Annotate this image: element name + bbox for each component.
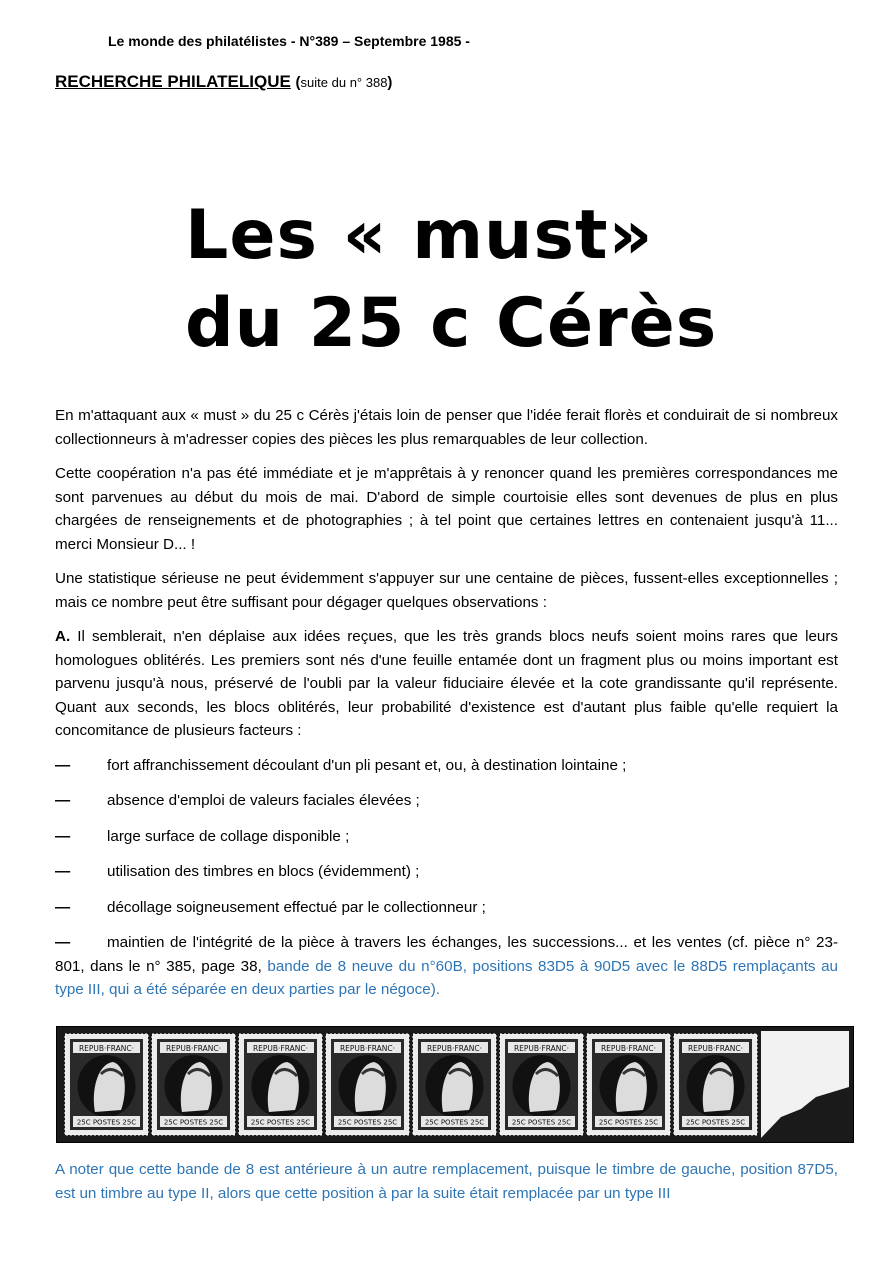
title-line-1: Les « must» xyxy=(185,196,654,275)
list-item-text: large surface de collage disponible ; xyxy=(107,827,350,845)
stamp xyxy=(326,1034,409,1135)
list-item-last xyxy=(55,931,838,1002)
blue-reference-text: bande de 8 neuve du n°60B, positions 83D5 à 90D5 avec le 88D5 remplaçants au type III, qui a été séparée en deux parties par le négoce). xyxy=(55,957,838,998)
paragraph: En m'attaquant aux « must » du 25 c Cérès j'étais loin de penser que l'idée ferait florès et conduirait de si nombreux collectionneurs à m'adresser copies des pièces les plus remarquables de leur collection. xyxy=(55,407,838,448)
stamp-bottom-label: 25C POSTES 25C xyxy=(511,1118,572,1127)
point-a-text: Il semblerait, n'en déplaise aux idées reçues, que les très grands blocs neufs soient moins rares que leurs homologues oblitérés. Les premiers sont nés d'une feuille entamée dont un fragment plus ou moins important est parvenu jusqu'à nous, préservé de l'oubli par la valeur fiduciaire élevée et la cote grandissante qu'il représente. Quant aux seconds, les blocs oblitérés, leur probabilité d'existence est d'autant plus faible qu'elle requiert la concomitance de plusieurs facteurs : xyxy=(55,628,838,739)
stamp-top-label: REPUB·FRANC· xyxy=(513,1044,570,1053)
stamp xyxy=(152,1034,235,1135)
stamp-bottom-label: 25C POSTES 25C xyxy=(598,1118,659,1127)
stamp xyxy=(413,1034,496,1135)
point-a xyxy=(55,625,838,743)
stamp-top-label: REPUB·FRANC· xyxy=(78,1044,135,1053)
stamp-bottom-label: 25C POSTES 25C xyxy=(250,1118,311,1127)
dash-mark: — xyxy=(55,934,71,951)
paragraph: Cette coopération n'a pas été immédiate et je m'apprêtais à y renoncer quand les premières correspondances me sont parvenues au début du mois de mai. D'abord de simple courtoisie elles sont devenues de plus en plus chargées de renseignements et de photographies ; à tel point que certaines lettres en contenaient jusqu'à 11... merci Monsieur D... ! xyxy=(55,465,838,553)
title-line-2: du 25 c Cérès xyxy=(185,284,718,363)
list-item-text: fort affranchissement découlant d'un pli pesant et, ou, à destination lointaine ; xyxy=(107,756,627,774)
rubric-subtitle: suite du n° 388 xyxy=(300,75,388,90)
article-body xyxy=(55,404,838,1002)
stamp-top-label: REPUB·FRANC· xyxy=(687,1044,744,1053)
stamp-top-label: REPUB·FRANC· xyxy=(339,1044,396,1053)
stamp-bottom-label: 25C POSTES 25C xyxy=(424,1118,485,1127)
stamp xyxy=(65,1034,148,1135)
dash-mark: — xyxy=(55,756,71,774)
stamp xyxy=(239,1034,322,1135)
list-item-text: absence d'emploi de valeurs faciales élevées ; xyxy=(107,792,420,809)
stamp-bottom-label: 25C POSTES 25C xyxy=(337,1118,398,1127)
running-head: Le monde des philatélistes - N°389 – Septembre 1985 - xyxy=(108,33,470,49)
list-item-text: décollage soigneusement effectué par le collectionneur ; xyxy=(107,898,486,916)
dash-mark: — xyxy=(55,863,71,880)
list-item-text: utilisation des timbres en blocs (évidemment) ; xyxy=(107,863,420,880)
stamp xyxy=(500,1034,583,1135)
stamp-top-label: REPUB·FRANC· xyxy=(600,1044,657,1053)
stamp-top-label: REPUB·FRANC· xyxy=(252,1044,309,1053)
dash-mark: — xyxy=(55,792,71,809)
stamp-strip-image xyxy=(57,1027,853,1142)
stamp-bottom-label: 25C POSTES 25C xyxy=(163,1118,224,1127)
rubric-open-paren: ( xyxy=(295,74,301,91)
stamp-strip-photo xyxy=(56,1026,854,1143)
stamp-bottom-label: 25C POSTES 25C xyxy=(685,1118,746,1127)
paragraph: Une statistique sérieuse ne peut évidemment s'appuyer sur une centaine de pièces, fussent-elles exceptionnelles ; mais ce nombre peut être suffisant pour dégager quelques observations : xyxy=(55,570,838,611)
stamp xyxy=(674,1034,757,1135)
list-item xyxy=(55,825,838,849)
photo-caption-note: A noter que cette bande de 8 est antérieure à un autre remplacement, puisque le timbre de gauche, position 87D5, est un timbre au type II, alors que cette position à par la suite était remplacée par un type III xyxy=(55,1161,838,1202)
article-title xyxy=(185,192,717,368)
section-rubric xyxy=(55,72,392,92)
stamp xyxy=(587,1034,670,1135)
list-item xyxy=(55,860,838,884)
rubric-title: RECHERCHE PHILATELIQUE xyxy=(55,72,291,91)
list-item xyxy=(55,789,838,813)
list-item xyxy=(55,896,838,920)
dash-mark: — xyxy=(55,827,71,845)
stamp-top-label: REPUB·FRANC· xyxy=(165,1044,222,1053)
stamp-top-label: REPUB·FRANC· xyxy=(426,1044,483,1053)
list-item xyxy=(55,754,838,778)
list-item-text: maintien de l'intégrité de la pièce à travers les échanges, les successions... et les ventes (cf. pièce n° 23-801, dans le n° 385, page 38, xyxy=(55,934,838,975)
point-a-label: A. xyxy=(55,628,71,645)
dash-mark: — xyxy=(55,898,71,916)
rubric-close-paren: ) xyxy=(387,74,393,91)
stamp-bottom-label: 25C POSTES 25C xyxy=(76,1118,137,1127)
